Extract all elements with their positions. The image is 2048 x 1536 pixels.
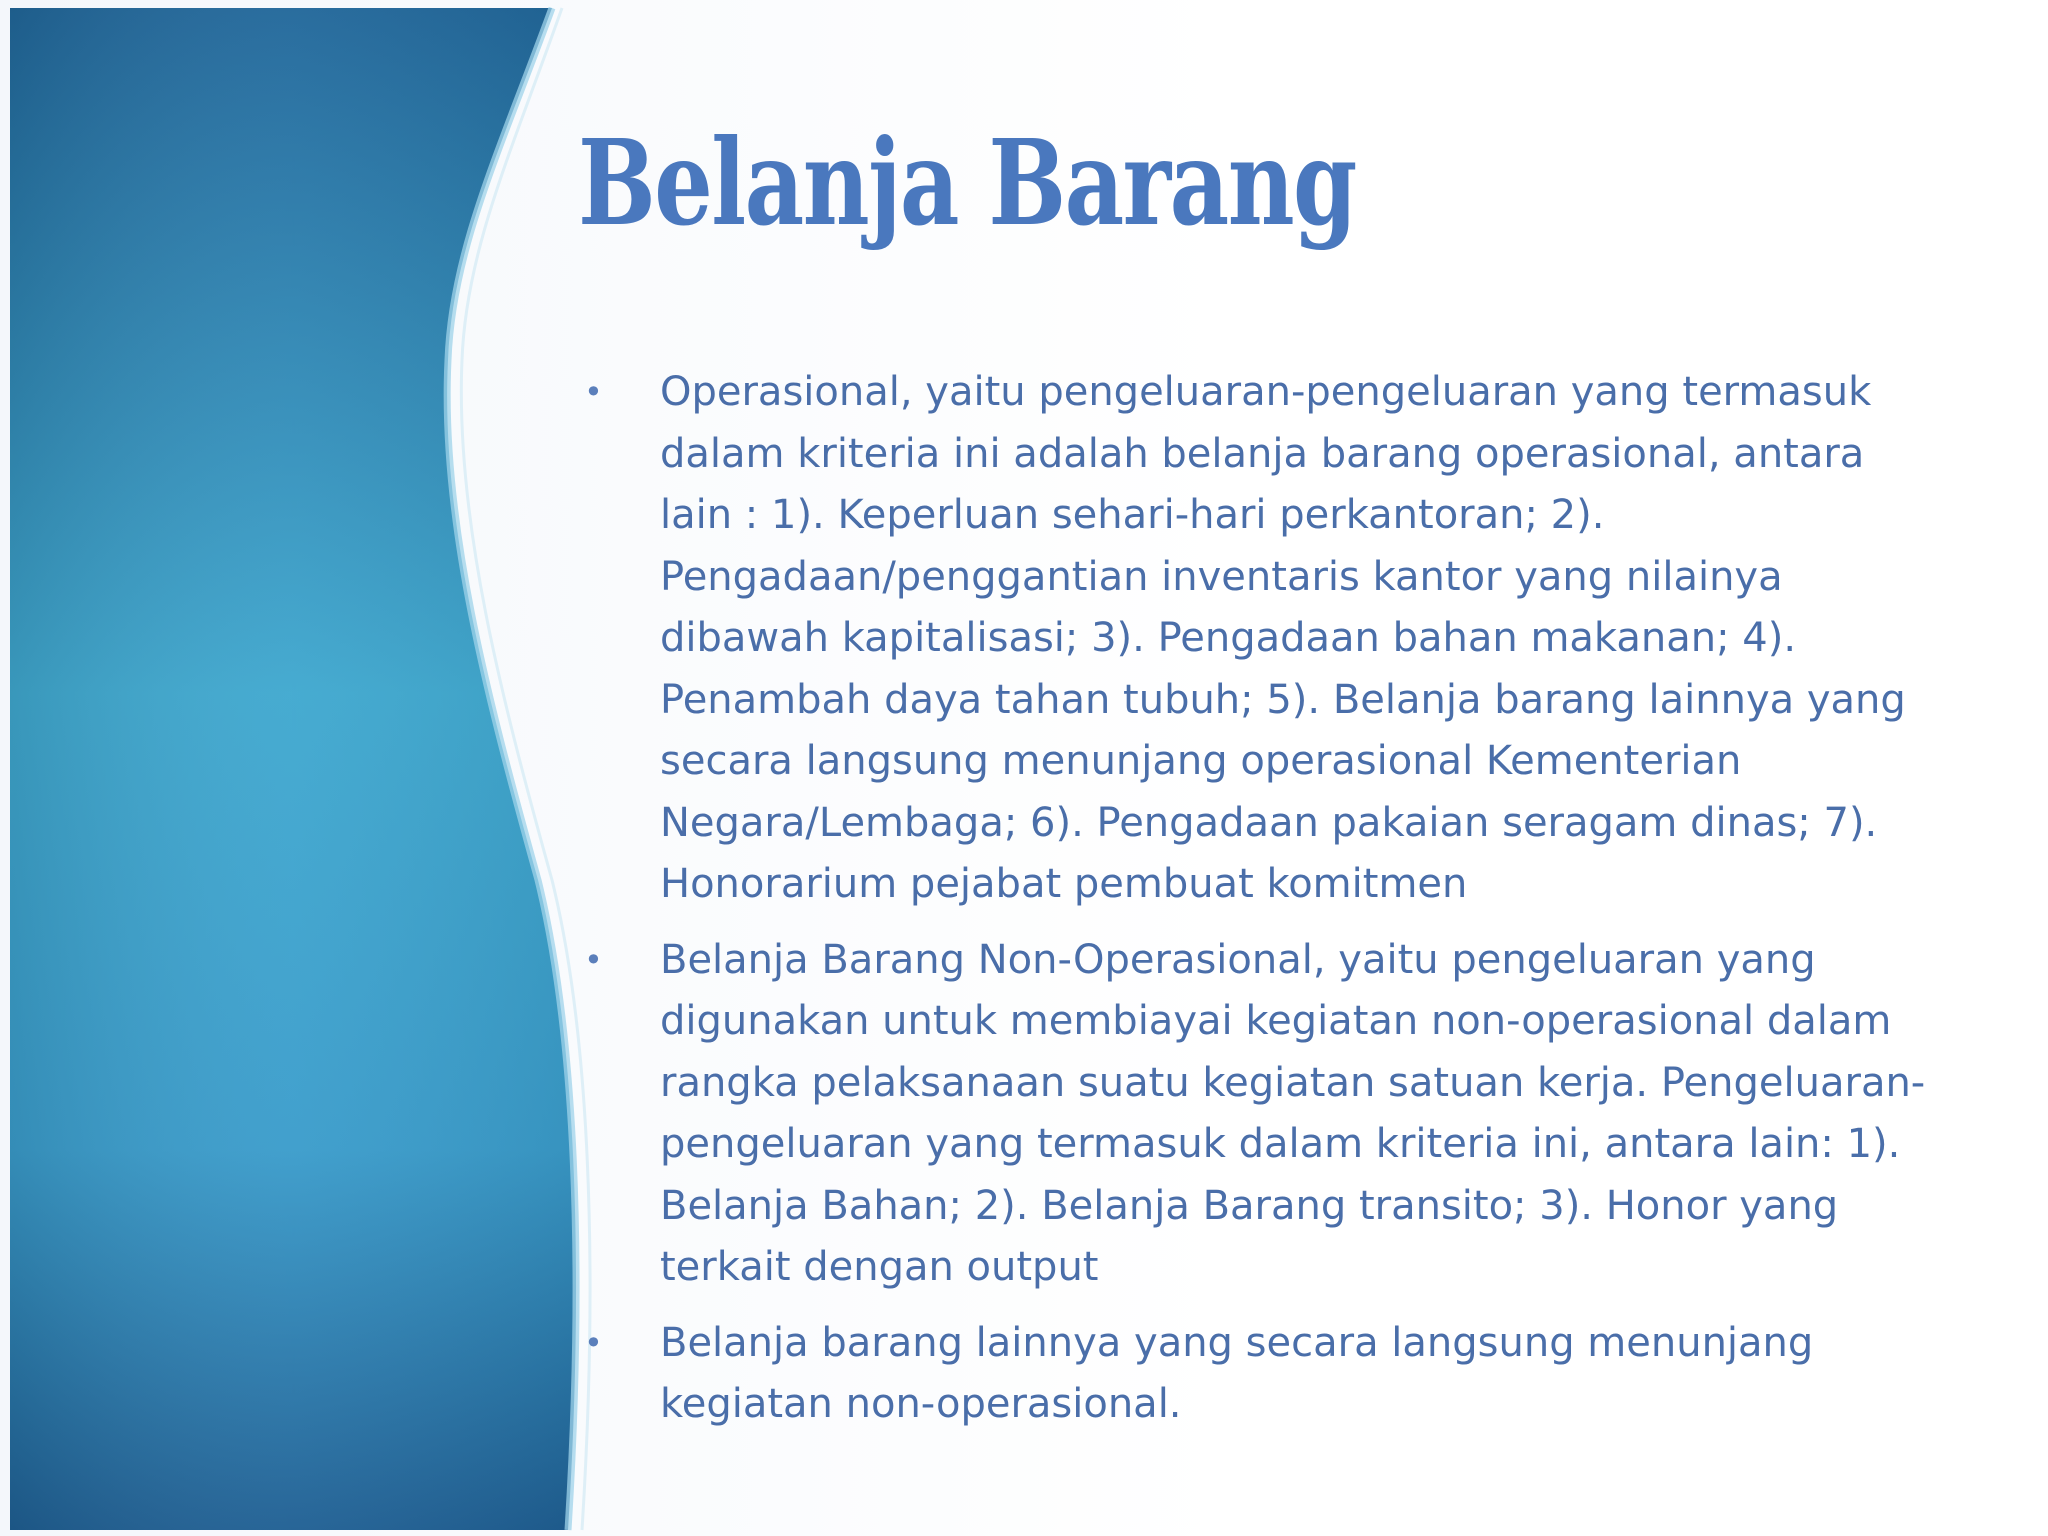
bullet-dot-icon: •	[584, 373, 603, 411]
bullet-item-operasional	[570, 362, 1930, 916]
bullet-text: Belanja Barang Non-Operasional, yaitu pengeluaran yang digunakan untuk membiayai kegiatan non-operasional dalam rangka pelaksanaan suatu kegiatan satuan kerja. Pengeluaran-pengeluaran yang termasuk dalam kriteria ini, antara lain: 1). Belanja Bahan; 2). Belanja Barang transito; 3). Honor yang terkait dengan output	[660, 936, 1926, 1290]
slide-title: Belanja Barang	[578, 113, 1356, 252]
bullet-dot-icon: •	[584, 940, 603, 979]
bullet-list	[570, 362, 1930, 1436]
bullet-text: Operasional, yaitu pengeluaran-pengeluaran yang termasuk dalam kriteria ini adalah belanja barang operasional, antara lain : 1). Keperluan sehari-hari perkantoran; 2). Pengadaan/penggantian inventaris kantor yang nilainya dibawah kapitalisasi; 3). Pengadaan bahan makanan; 4). Penambah daya tahan tubuh; 5). Belanja barang lainnya yang secara langsung menunjang operasional Kementerian Negara/Lembaga; 6). Pengadaan pakaian seragam dinas; 7). Honorarium pejabat pembuat komitmen	[660, 369, 1906, 907]
bullet-text: Belanja barang lainnya yang secara langsung menunjang kegiatan non-operasional.	[660, 1319, 1814, 1427]
bullet-item-non-operasional	[570, 930, 1930, 1299]
bullet-dot-icon: •	[584, 1323, 603, 1362]
slide-content	[570, 362, 1930, 1450]
bullet-item-lainnya	[570, 1313, 1930, 1436]
